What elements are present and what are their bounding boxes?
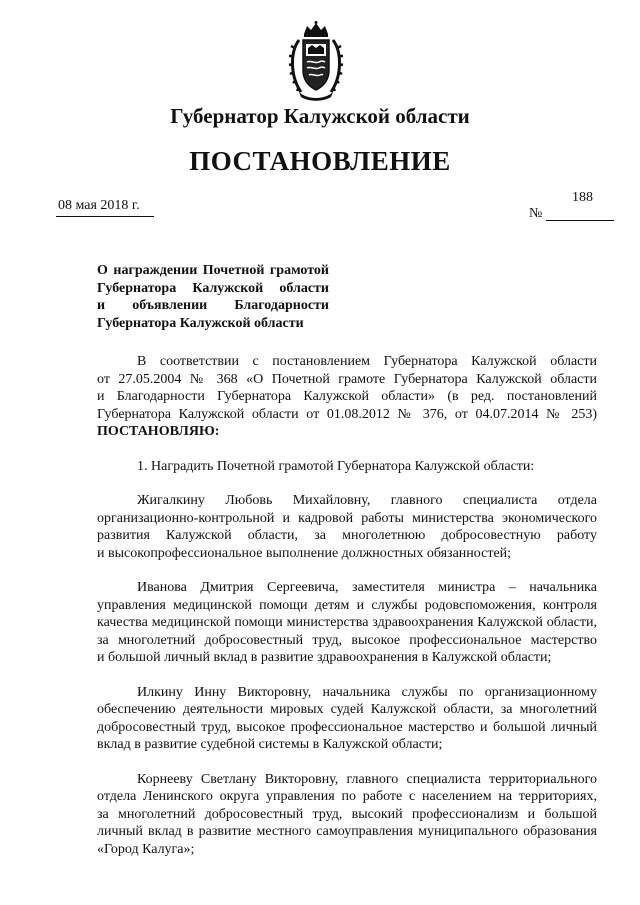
preamble-line: от 27.05.2004 № 368 «О Почетной грамоте Губернатора Калужской области [97, 371, 597, 387]
subject-line: О награждении Почетной грамотой [97, 263, 329, 278]
item-line: 1. Наградить Почетной грамотой Губернатора Калужской области: [137, 458, 535, 474]
subject-line: Губернатора Калужской области [97, 280, 329, 296]
awardee-line: «Город Калуга»; [97, 841, 195, 857]
authority-title: Губернатор Калужской области [170, 104, 470, 128]
spacer [97, 441, 597, 458]
awardee-line: управления медицинской помощи детям и службы родовспоможения, контроля [97, 597, 597, 613]
awardee-line: Илкину Инну Викторовну, начальника службы по организационному [137, 684, 597, 700]
awardee-line: за многолетний добросовестный труд, высокий профессионализм и большой [97, 806, 597, 822]
subject-line: Губернатора Калужской области [97, 315, 304, 331]
document-type-title: ПОСТАНОВЛЕНИЕ [189, 146, 451, 176]
awardee-line: и высокопрофессиональное выполнение должностных обязанностей; [97, 545, 512, 561]
spacer [97, 754, 597, 771]
awardee-line: отдела Ленинского округа управления по работе с населением на территориях, [97, 789, 597, 804]
kaluga-coat-of-arms-icon [287, 20, 345, 102]
awardee-line: и большой личный вклад в развитие здравоохранения в Калужской области; [97, 650, 552, 665]
awardee-line: развития Калужской области, за многолетнюю добросовестную работу [97, 528, 597, 543]
preamble-paragraph [97, 353, 597, 441]
date-underline [56, 216, 154, 217]
awardee-line: организационно-контрольной и кадровой работы министерства экономического [97, 510, 597, 526]
preamble-line: В соответствии с постановлением Губернатора Калужской области [137, 354, 597, 369]
awardee-paragraph [97, 771, 597, 859]
document-date: 08 мая 2018 г. [58, 198, 140, 213]
awardee-line: за многолетний добросовестный труд, высокое профессиональное мастерство [97, 632, 597, 648]
awardee-line: обеспечению деятельности мировых судей Калужской области, за многолетний [97, 702, 597, 717]
awardee-paragraph [97, 579, 597, 667]
awardee-line: добросовестный труд, высокое профессиональное мастерство и большой личный [97, 719, 597, 735]
item-1-heading [97, 458, 597, 476]
preamble-line: и Благодарности Губернатора Калужской области» (в ред. постановлений [97, 389, 597, 404]
preamble-line: Губернатора Калужской области от 01.08.2012 № 376, от 04.07.2014 № 253) [97, 406, 597, 422]
document-number: 188 [572, 190, 593, 205]
spacer [97, 475, 597, 492]
awardee-line: Жигалкину Любовь Михайловну, главного специалиста отдела [137, 493, 597, 508]
awardee-line: Иванова Дмитрия Сергеевича, заместителя министра – начальника [137, 580, 597, 595]
number-label: № [529, 206, 543, 221]
decree-word: ПОСТАНОВЛЯЮ: [97, 424, 220, 439]
awardee-paragraph [97, 492, 597, 562]
awardee-line: Корнееву Светлану Викторовну, главного специалиста территориального [137, 771, 597, 787]
number-underline [546, 220, 614, 221]
document-body [97, 353, 597, 858]
document-subject [97, 262, 329, 332]
awardee-line: вклад в развитие судебной системы в Калужской области; [97, 737, 443, 752]
awardee-line: личный вклад в развитие местного самоуправления муниципального образования [97, 824, 597, 839]
awardee-line: качества медицинской помощи министерства здравоохранения Калужской области, [97, 615, 597, 630]
subject-line: и объявлении Благодарности [97, 298, 329, 313]
spacer [97, 667, 597, 684]
spacer [97, 562, 597, 579]
awardee-paragraph [97, 684, 597, 754]
